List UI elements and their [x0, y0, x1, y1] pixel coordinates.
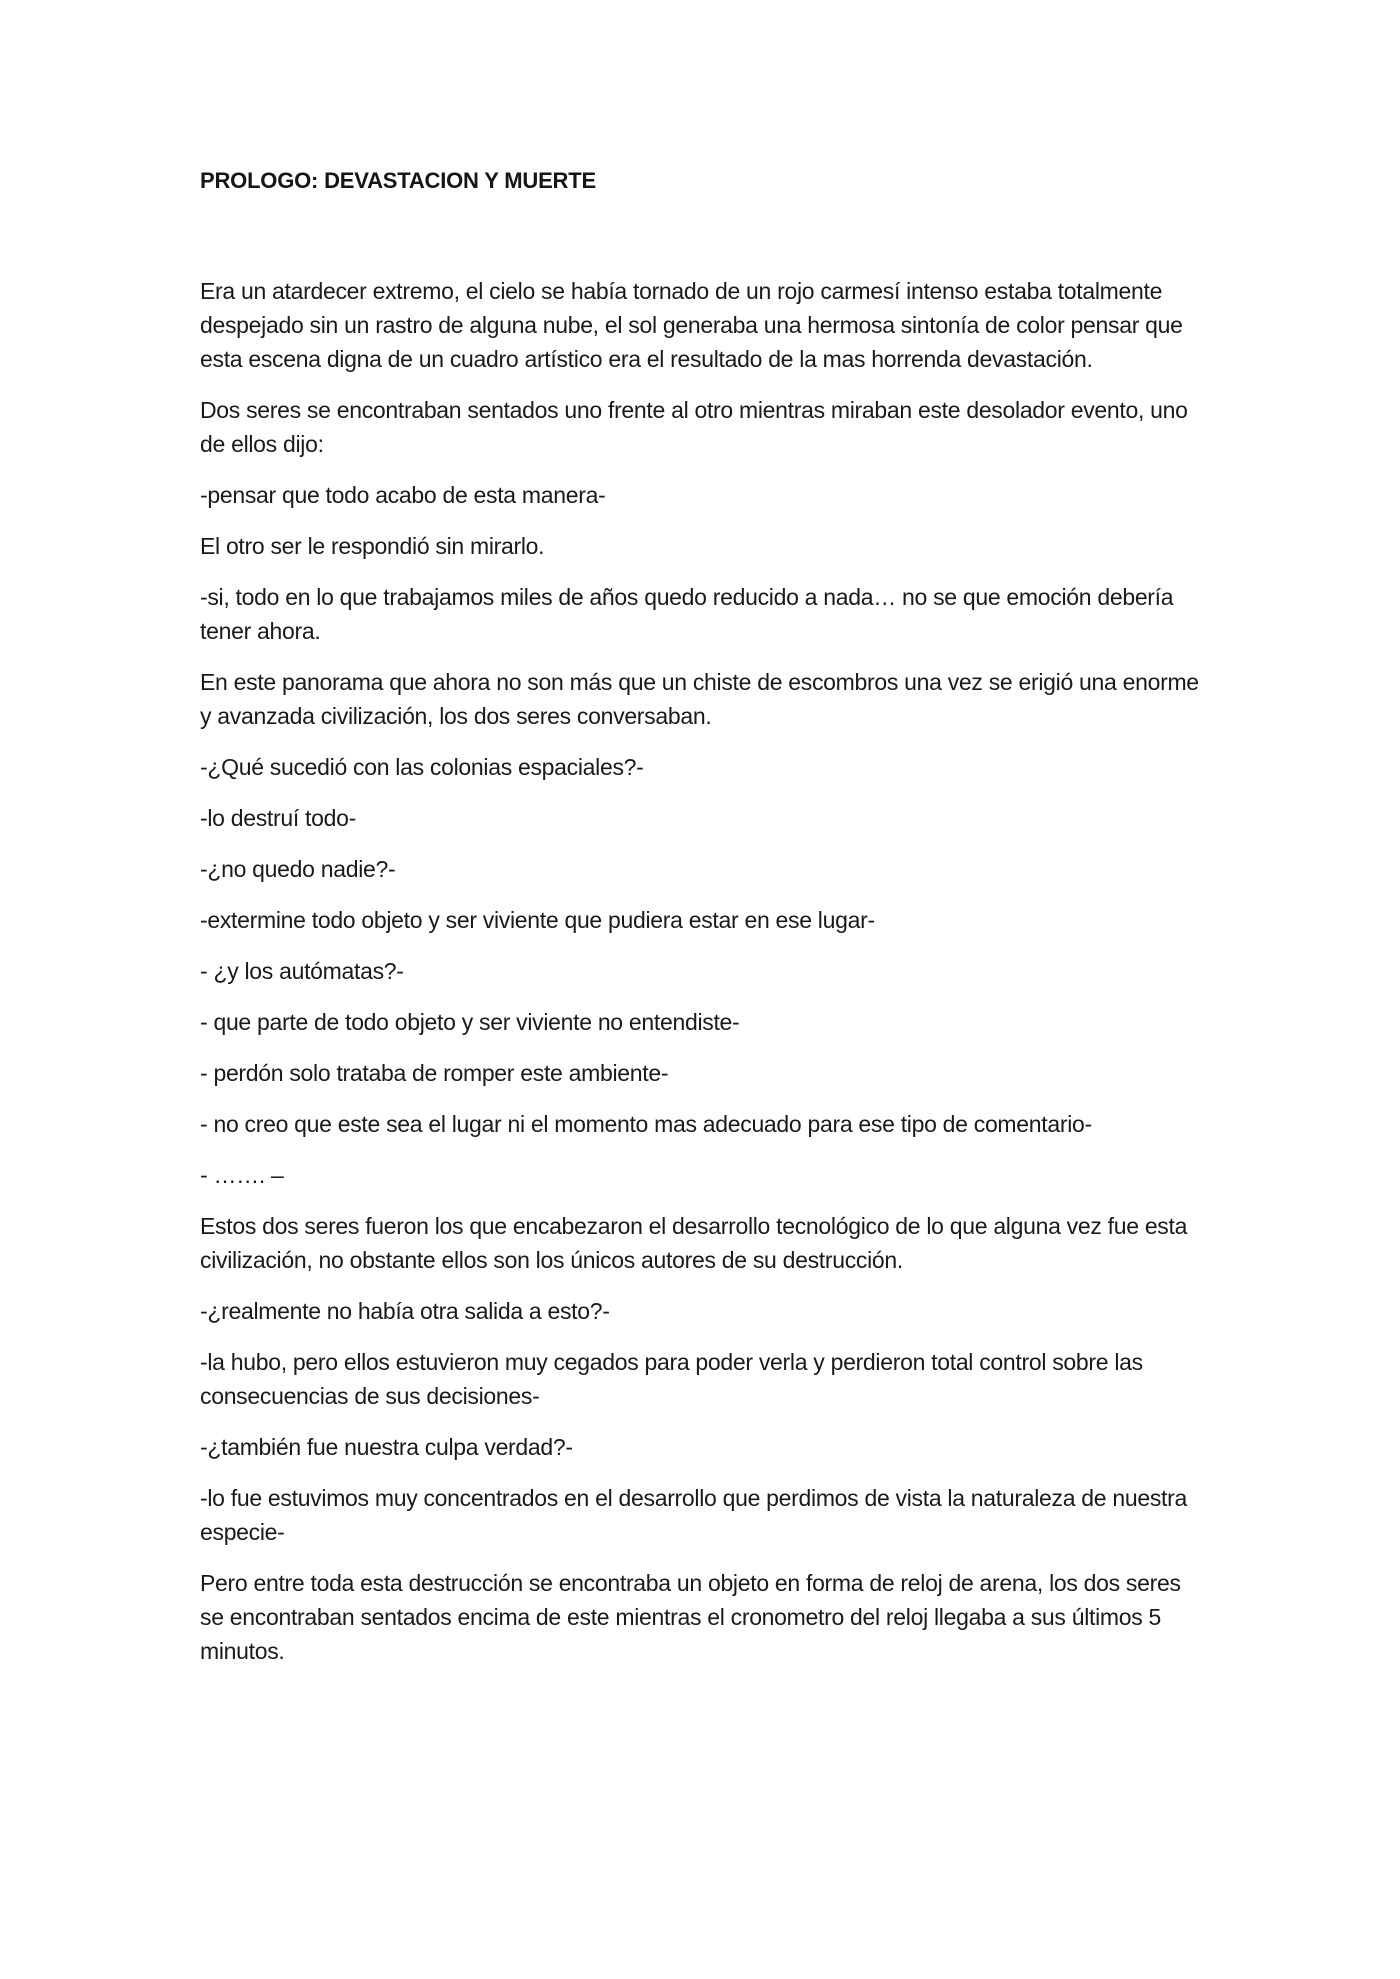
dialogue-line: -¿realmente no había otra salida a esto?-	[200, 1298, 610, 1324]
paragraph: Era un atardecer extremo, el cielo se había tornado de un rojo carmesí intenso estaba totalmente despejado sin un rastro de alguna nube, el sol generaba una hermosa sintonía de color pensar que esta escena digna de un cuadro artístico era el resultado de la mas horrenda devastación.	[200, 278, 1183, 372]
dialogue-line: - perdón solo trataba de romper este ambiente-	[200, 1060, 669, 1086]
dialogue-line: - ¿y los autómatas?-	[200, 958, 404, 984]
paragraph: El otro ser le respondió sin mirarlo.	[200, 533, 545, 559]
paragraph: Estos dos seres fueron los que encabezaron el desarrollo tecnológico de lo que alguna vez fue esta civilización, no obstante ellos son los únicos autores de su destrucción.	[200, 1213, 1188, 1273]
dialogue-line: -¿Qué sucedió con las colonias espaciales?-	[200, 754, 644, 780]
dialogue-line: - que parte de todo objeto y ser viviente no entendiste-	[200, 1009, 740, 1035]
dialogue-line: -pensar que todo acabo de esta manera-	[200, 482, 606, 508]
paragraph: Dos seres se encontraban sentados uno frente al otro mientras miraban este desolador evento, uno de ellos dijo:	[200, 397, 1188, 457]
chapter-title: PROLOGO: DEVASTACION Y MUERTE	[200, 168, 596, 193]
dialogue-line: -¿no quedo nadie?-	[200, 856, 396, 882]
dialogue-line: -lo destruí todo-	[200, 805, 356, 831]
dialogue-line: -extermine todo objeto y ser viviente que pudiera estar en ese lugar-	[200, 907, 875, 933]
dialogue-line: -lo fue estuvimos muy concentrados en el desarrollo que perdimos de vista la naturaleza de nuestra especie-	[200, 1485, 1187, 1545]
paragraph: Pero entre toda esta destrucción se encontraba un objeto en forma de reloj de arena, los dos seres se encontraban sentados encima de este mientras el cronometro del reloj llegaba a sus últimos 5 minutos.	[200, 1570, 1181, 1664]
dialogue-line: - no creo que este sea el lugar ni el momento mas adecuado para ese tipo de comentario-	[200, 1111, 1092, 1137]
dialogue-line: -la hubo, pero ellos estuvieron muy cegados para poder verla y perdieron total control sobre las consecuencias de sus decisiones-	[200, 1349, 1143, 1409]
dialogue-line: -¿también fue nuestra culpa verdad?-	[200, 1434, 573, 1460]
dialogue-line: -si, todo en lo que trabajamos miles de años quedo reducido a nada… no se que emoción debería tener ahora.	[200, 584, 1174, 644]
body-text	[200, 274, 1200, 1685]
paragraph: En este panorama que ahora no son más que un chiste de escombros una vez se erigió una enorme y avanzada civilización, los dos seres conversaban.	[200, 669, 1199, 729]
dialogue-line: - ……. –	[200, 1162, 284, 1188]
